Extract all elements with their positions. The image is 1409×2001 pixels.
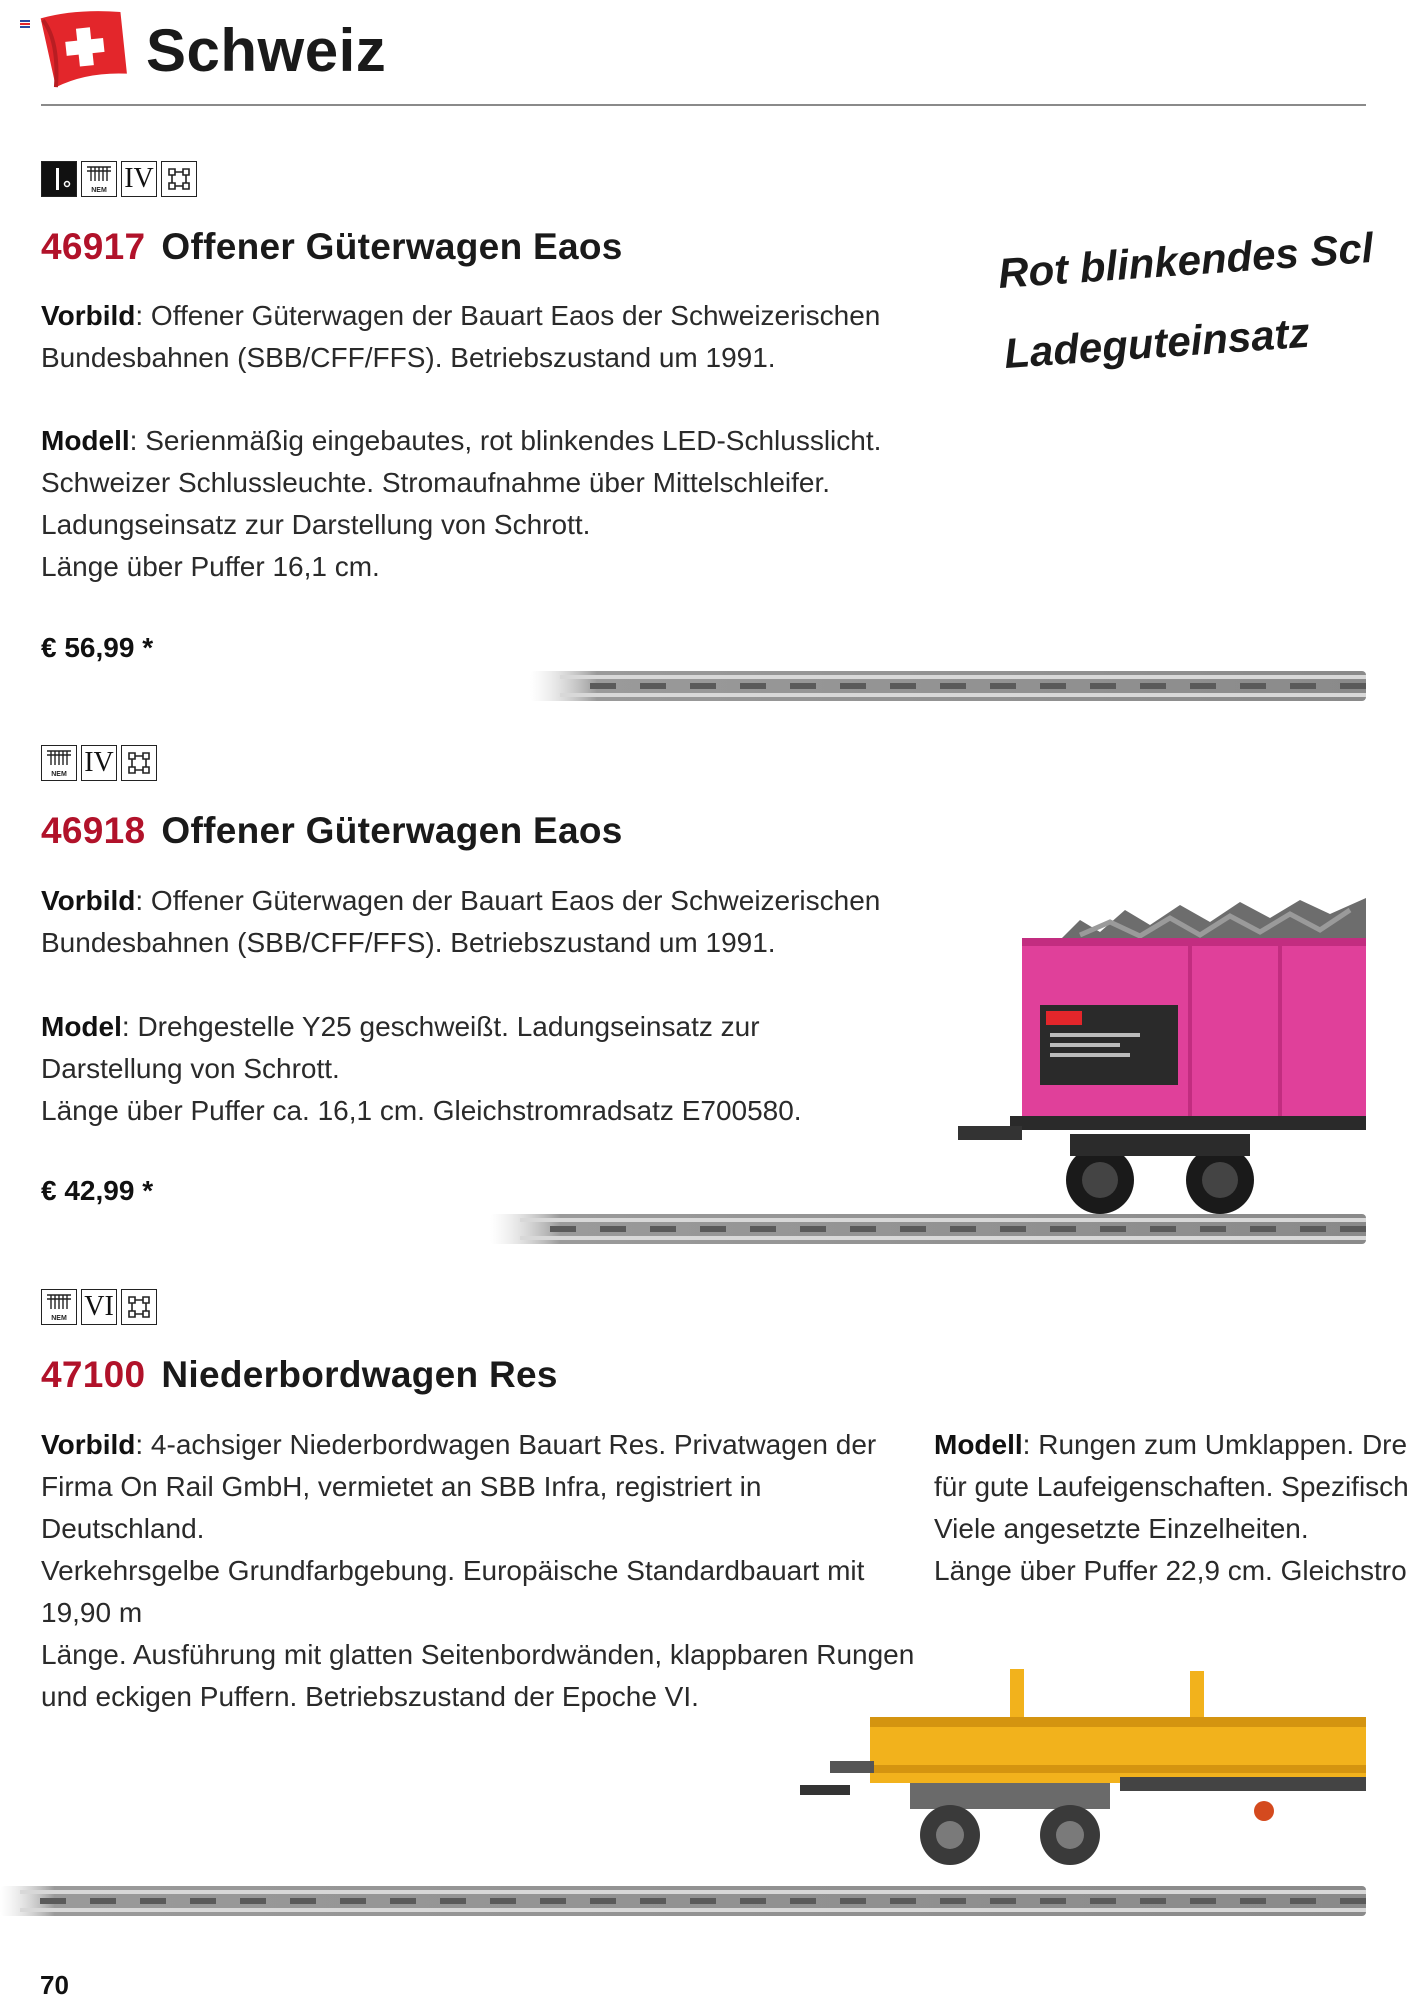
product-name: Niederbordwagen Res <box>161 1354 558 1395</box>
page-title: Schweiz <box>146 17 387 84</box>
modell-label: Modell <box>934 1429 1023 1460</box>
header-divider <box>41 104 1366 106</box>
era-icon: VI <box>81 1289 117 1325</box>
price: € 42,99 * <box>41 1175 154 1206</box>
svg-text:NEM: NEM <box>51 1315 67 1322</box>
track-image <box>0 1880 1366 1925</box>
era-icon: IV <box>81 745 117 781</box>
track-image <box>490 1208 1366 1253</box>
vorbild-text: Vorbild: Offener Güterwagen der Bauart Eaos der Schweizerischen Bundesbahnen (SBB/CFF/FFS). Betriebszustand um 1991. <box>41 300 881 373</box>
close-coupler-icon <box>161 161 197 197</box>
product-title <box>41 1354 558 1396</box>
modell-text: Modell: Rungen zum Umklappen. Dre für gute Laufeigenschaften. Spezifisch Viele angesetzte Einzelheiten. Länge über Puffer 22,9 cm. Gleichstro <box>934 1429 1409 1586</box>
vorbild-text: Vorbild: 4-achsiger Niederbordwagen Bauart Res. Privatwagen der Firma On Rail GmbH, vermietet an SBB Infra, registriert in Deutschland. Verkehrsgelbe Grundfarbgebung. Europäische Standardbauart mit 19,90 m Länge. Ausführung mit glatten Seitenbordwänden, klappbaren Rungen und eckigen Puffern. Betriebszustand der Epoche VI. <box>41 1429 915 1712</box>
modell-text: Model: Drehgestelle Y25 geschweißt. Ladungseinsatz zur Darstellung von Schrott. Länge über Puffer ca. 16,1 cm. Gleichstromradsatz E700580. <box>41 1011 802 1126</box>
product-name: Offener Güterwagen Eaos <box>161 810 623 851</box>
nem-coupler-icon <box>81 161 117 197</box>
vorbild-label: Vorbild <box>41 300 136 331</box>
close-coupler-icon <box>121 745 157 781</box>
feature-note: Rot blinkendes Scl <box>996 223 1375 298</box>
product-icons <box>41 161 197 197</box>
nem-coupler-icon <box>41 1289 77 1325</box>
feature-note: Ladeguteinsatz <box>1002 308 1311 378</box>
product-image <box>790 1665 1366 1900</box>
article-number: 46918 <box>41 810 146 851</box>
modell-label: Modell <box>41 425 130 456</box>
product-title <box>41 226 623 268</box>
product-image <box>950 880 1366 1225</box>
product-icons <box>41 745 157 781</box>
vorbild-label: Vorbild <box>41 885 136 916</box>
vorbild-text: Vorbild: Offener Güterwagen der Bauart Eaos der Schweizerischen Bundesbahnen (SBB/CFF/FFS). Betriebszustand um 1991. <box>41 885 881 958</box>
close-coupler-icon <box>121 1289 157 1325</box>
modell-text: Modell: Serienmäßig eingebautes, rot blinkendes LED-Schlusslicht. Schweizer Schlussleuchte. Stromaufnahme über Mittelschleifer. Ladungseinsatz zur Darstellung von Schrott. Länge über Puffer 16,1 cm. <box>41 425 882 582</box>
page-number: 70 <box>40 1970 69 2000</box>
digital-decoder-icon <box>41 161 77 197</box>
modell-label: Model <box>41 1011 122 1042</box>
track-image <box>530 665 1366 710</box>
product-icons <box>41 1289 157 1325</box>
swiss-flag-icon <box>36 4 132 93</box>
article-number: 47100 <box>41 1354 146 1395</box>
price: € 56,99 * <box>41 632 154 663</box>
product-name: Offener Güterwagen Eaos <box>161 226 623 267</box>
product-title <box>41 810 623 852</box>
article-number: 46917 <box>41 226 146 267</box>
era-icon: IV <box>121 161 157 197</box>
vorbild-label: Vorbild <box>41 1429 136 1460</box>
header-marker <box>20 20 30 28</box>
nem-coupler-icon <box>41 745 77 781</box>
svg-text:NEM: NEM <box>91 187 107 194</box>
svg-text:NEM: NEM <box>51 771 67 778</box>
